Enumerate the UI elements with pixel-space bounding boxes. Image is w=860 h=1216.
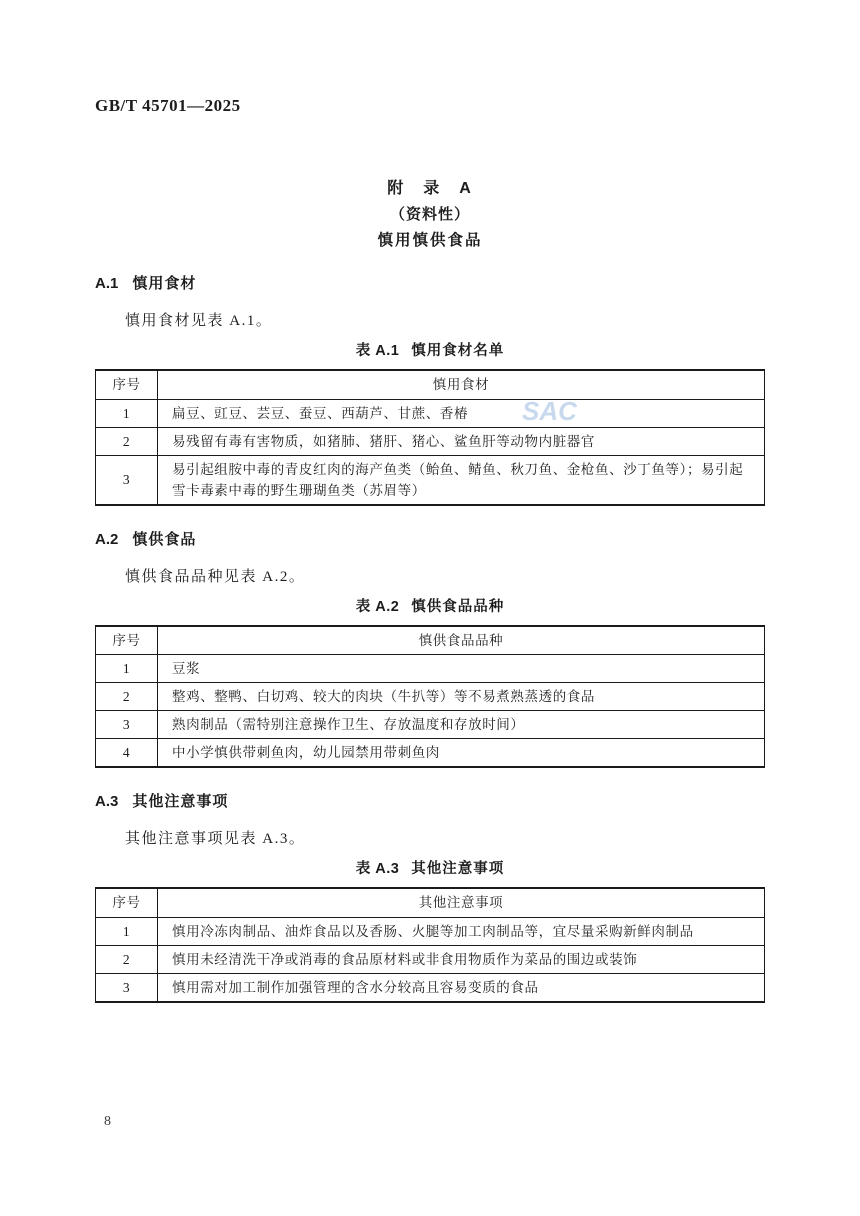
table-row <box>96 399 765 427</box>
table-caption-a1 <box>95 341 765 361</box>
row-number: 2 <box>96 683 158 711</box>
table-row <box>96 683 765 711</box>
table-row <box>96 945 765 973</box>
table-caption-a2 <box>95 597 765 617</box>
col-header-no: 序号 <box>96 626 158 655</box>
appendix-subtitle: （资料性） <box>389 206 470 223</box>
section-intro-a2: 慎供食品品种见表 A.2。 <box>125 568 306 585</box>
section-number: A.2 <box>95 530 119 548</box>
row-number: 1 <box>96 917 158 945</box>
table-row <box>96 655 765 683</box>
table-header-row <box>96 888 765 917</box>
col-header-no: 序号 <box>96 370 158 399</box>
table-caption-title: 慎供食品品种 <box>411 598 505 615</box>
table-row <box>96 739 765 768</box>
row-number: 1 <box>96 399 158 427</box>
row-text: 豆浆 <box>158 655 765 683</box>
section-title: 其他注意事项 <box>132 793 229 810</box>
table-caption-label: 表 A.1 <box>355 343 400 359</box>
row-text: 熟肉制品（需特别注意操作卫生、存放温度和存放时间） <box>158 711 765 739</box>
table-row <box>96 455 765 505</box>
row-text: 易残留有毒有害物质，如猪肺、猪肝、猪心、鲨鱼肝等动物内脏器官 <box>158 427 765 455</box>
row-text: 易引起组胺中毒的青皮红肉的海产鱼类（鲐鱼、鲭鱼、秋刀鱼、金枪鱼、沙丁鱼等）；易引起雪卡毒素中毒的野生珊瑚鱼类（苏眉等） <box>158 455 765 505</box>
section-number: A.1 <box>95 275 119 292</box>
row-number: 3 <box>96 973 158 1002</box>
table-row <box>96 917 765 945</box>
section-number: A.3 <box>95 793 119 810</box>
row-text: 中小学慎供带刺鱼肉，幼儿园禁用带刺鱼肉 <box>158 739 765 768</box>
row-text: 整鸡、整鸭、白切鸡、较大的肉块（牛扒等）等不易煮熟蒸透的食品 <box>158 683 765 711</box>
watermark: SAC <box>522 396 577 426</box>
row-number: 3 <box>96 455 158 505</box>
doc-header <box>95 96 765 116</box>
row-number: 4 <box>96 739 158 768</box>
row-number: 2 <box>96 427 158 455</box>
table-caption-label: 表 A.2 <box>355 598 400 615</box>
section-heading-a2 <box>95 530 765 550</box>
doc-number: GB/T 45701—2025 <box>95 96 241 115</box>
table-a2 <box>95 625 765 769</box>
table-a3 <box>95 887 765 1003</box>
row-text: 慎用冷冻肉制品、油炸食品以及香肠、火腿等加工肉制品等，宜尽量采购新鲜肉制品 <box>158 917 765 945</box>
page-number: 8 <box>104 1114 111 1129</box>
row-number: 1 <box>96 655 158 683</box>
row-number: 3 <box>96 711 158 739</box>
section-title: 慎用食材 <box>132 275 197 292</box>
table-header-row <box>96 370 765 399</box>
table-caption-label: 表 A.3 <box>355 861 400 877</box>
col-header-item: 慎用食材 <box>158 370 765 399</box>
table-a1 <box>95 369 765 506</box>
row-text: 慎用需对加工制作加强管理的含水分较高且容易变质的食品 <box>158 973 765 1002</box>
table-caption-a3 <box>95 859 765 879</box>
table-row <box>96 427 765 455</box>
appendix-title: 附 录 A <box>387 180 473 197</box>
col-header-no: 序号 <box>96 888 158 917</box>
appendix-name: 慎用慎供食品 <box>377 232 483 249</box>
section-intro-a3: 其他注意事项见表 A.3。 <box>125 831 306 847</box>
row-number: 2 <box>96 945 158 973</box>
table-caption-title: 其他注意事项 <box>411 861 505 877</box>
section-heading-a3 <box>95 792 765 812</box>
section-title: 慎供食品 <box>132 530 197 548</box>
table-row <box>96 711 765 739</box>
col-header-item: 其他注意事项 <box>158 888 765 917</box>
table-row <box>96 973 765 1002</box>
section-heading-a1 <box>95 274 765 294</box>
table-caption-title: 慎用食材名单 <box>411 343 505 359</box>
section-intro-a1: 慎用食材见表 A.1。 <box>125 313 273 329</box>
appendix-title-block <box>95 176 765 254</box>
table-header-row <box>96 626 765 655</box>
row-text: 慎用未经清洗干净或消毒的食品原材料或非食用物质作为菜品的围边或装饰 <box>158 945 765 973</box>
row-text: 扁豆、豇豆、芸豆、蚕豆、西葫芦、甘蔗、香椿 <box>158 399 765 427</box>
col-header-item: 慎供食品品种 <box>158 626 765 655</box>
